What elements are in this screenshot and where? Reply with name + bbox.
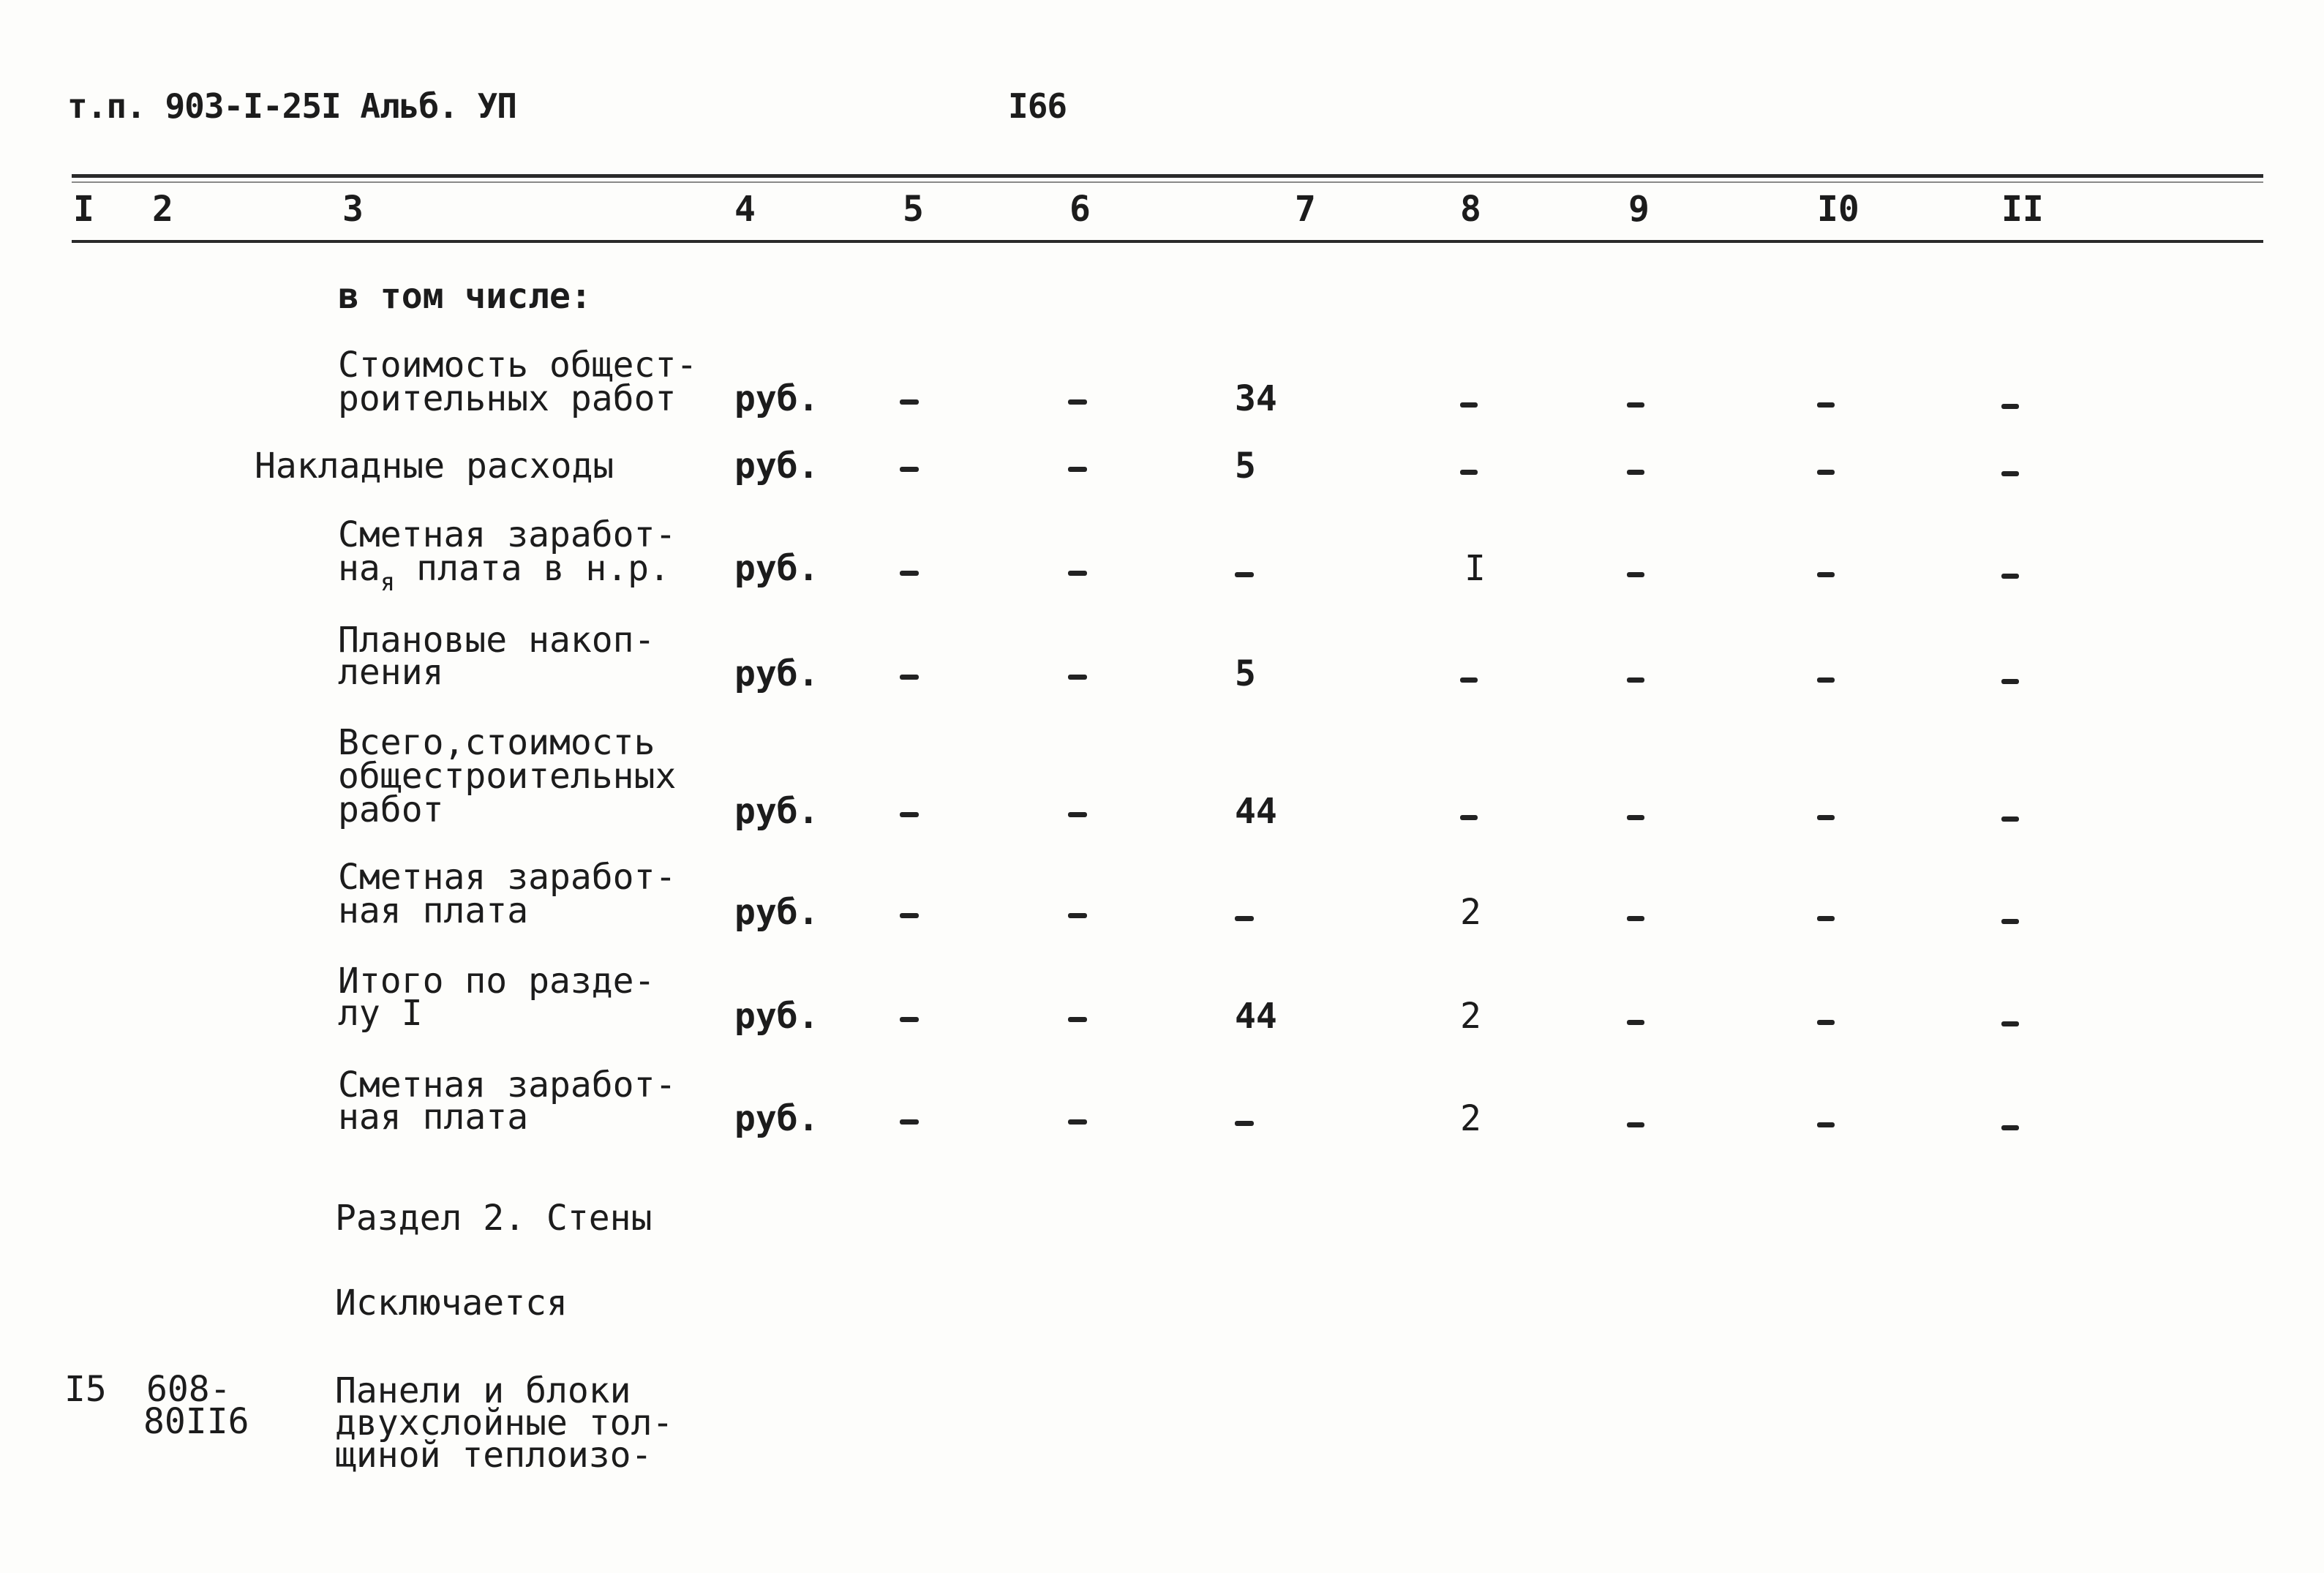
dash-cell — [1627, 916, 1644, 921]
dash-cell — [1460, 402, 1478, 408]
page-number: I66 — [1008, 86, 1067, 126]
dash-cell — [1235, 916, 1254, 921]
row-name: Накладные расходы — [255, 446, 614, 487]
dash-cell — [1627, 1020, 1644, 1025]
dash-cell — [2001, 816, 2019, 822]
unit-cell: руб. — [734, 996, 819, 1037]
section-note: Исключается — [335, 1283, 568, 1324]
row-name-line: Панели и блоки — [335, 1370, 631, 1411]
dash-cell — [1627, 677, 1644, 683]
row-name-line: Сметная заработ- — [338, 1065, 677, 1105]
section-heading: Раздел 2. Стены — [335, 1198, 653, 1239]
dash-cell — [2001, 1021, 2019, 1026]
dash-cell — [1817, 916, 1835, 921]
row-name-line: роительных работ — [338, 378, 677, 419]
column-number-2: 2 — [152, 189, 173, 230]
dash-cell — [1068, 1017, 1087, 1022]
dash-cell — [1627, 470, 1644, 475]
dash-cell — [900, 1017, 919, 1022]
column-number-8: 8 — [1460, 189, 1481, 230]
dash-cell — [900, 399, 919, 405]
column-number-3: 3 — [342, 189, 364, 230]
value-col8: I — [1464, 548, 1486, 589]
dash-cell — [1627, 1122, 1644, 1127]
unit-cell: руб. — [734, 653, 819, 694]
column-number-9: 9 — [1628, 189, 1650, 230]
dash-cell — [1627, 572, 1644, 577]
item-code-line: 80II6 — [143, 1401, 249, 1442]
dash-cell — [1817, 1122, 1835, 1127]
dash-cell — [1235, 572, 1254, 577]
unit-cell: руб. — [734, 791, 819, 832]
value-col8: 2 — [1460, 996, 1481, 1037]
column-number-4: 4 — [734, 189, 756, 230]
table-top-rule — [72, 174, 2263, 178]
dash-cell — [2001, 471, 2019, 476]
value-col8: 2 — [1460, 892, 1481, 933]
dash-cell — [1460, 677, 1478, 683]
dash-cell — [1068, 675, 1087, 680]
row-name-fragment: на — [338, 548, 380, 589]
unit-cell: руб. — [734, 892, 819, 933]
row-label-including: в том числе: — [338, 276, 592, 317]
dash-cell — [2001, 919, 2019, 924]
dash-cell — [1460, 815, 1478, 820]
dash-cell — [1627, 815, 1644, 820]
item-code-line: 608- — [146, 1369, 231, 1410]
table-top-rule-thin — [72, 181, 2263, 183]
dash-cell — [1068, 812, 1087, 817]
row-name-line: Стоимость общест- — [338, 345, 698, 386]
item-number: I5 — [64, 1369, 107, 1410]
row-name-line: двухслойные тол- — [335, 1403, 674, 1444]
row-name-line: Плановые накоп- — [338, 620, 655, 661]
row-name-line: ная плата — [338, 890, 529, 931]
row-name-line: Сметная заработ- — [338, 857, 677, 898]
dash-cell — [2001, 1125, 2019, 1130]
row-name-line: Сметная заработ- — [338, 514, 677, 555]
dash-cell — [900, 913, 919, 918]
row-name-line: лу I — [338, 993, 423, 1034]
unit-cell: руб. — [734, 1098, 819, 1139]
row-name-line — [338, 550, 670, 601]
column-number-1: I — [73, 189, 94, 230]
dash-cell — [2001, 679, 2019, 684]
unit-cell: руб. — [734, 378, 819, 419]
unit-cell: руб. — [734, 548, 819, 589]
dash-cell — [1817, 1020, 1835, 1025]
value-col7: 34 — [1235, 378, 1277, 419]
row-name-fragment: плата в н.р. — [395, 548, 670, 589]
dash-cell — [2001, 574, 2019, 579]
dash-cell — [900, 675, 919, 680]
dash-cell — [1817, 677, 1835, 683]
dash-cell — [900, 1119, 919, 1125]
dash-cell — [1817, 470, 1835, 475]
dash-cell — [1817, 572, 1835, 577]
dash-cell — [1068, 913, 1087, 918]
dash-cell — [1460, 470, 1478, 475]
dash-cell — [900, 812, 919, 817]
dash-cell — [1817, 402, 1835, 408]
row-name-line: Итого по разде- — [338, 961, 655, 1002]
dash-cell — [1068, 1119, 1087, 1125]
row-name-subscript: я — [380, 568, 396, 597]
row-name-line: работ — [338, 789, 444, 830]
value-col7: 44 — [1235, 996, 1277, 1037]
dash-cell — [1627, 402, 1644, 408]
dash-cell — [1817, 815, 1835, 820]
row-name-line: общестроительных — [338, 756, 677, 797]
row-name-line: ления — [338, 652, 444, 693]
unit-cell: руб. — [734, 446, 819, 487]
value-col8: 2 — [1460, 1098, 1481, 1139]
column-number-11: II — [2001, 189, 2044, 230]
dash-cell — [900, 571, 919, 576]
dash-cell — [900, 467, 919, 472]
row-name-line: щиной теплоизо- — [335, 1435, 653, 1476]
dash-cell — [2001, 404, 2019, 409]
value-col7: 5 — [1235, 446, 1256, 487]
row-name-line: Всего,стоимость — [338, 722, 655, 763]
row-name-line: ная плата — [338, 1097, 529, 1138]
column-number-10: I0 — [1817, 189, 1859, 230]
column-number-6: 6 — [1069, 189, 1091, 230]
dash-cell — [1068, 571, 1087, 576]
value-col7: 5 — [1235, 653, 1256, 694]
column-number-5: 5 — [903, 189, 924, 230]
value-col7: 44 — [1235, 791, 1277, 832]
dash-cell — [1235, 1121, 1254, 1126]
dash-cell — [1068, 399, 1087, 405]
dash-cell — [1068, 467, 1087, 472]
column-number-7: 7 — [1295, 189, 1316, 230]
table-header-rule — [72, 240, 2263, 243]
document-code: т.п. 903-I-25I Альб. УП — [67, 86, 516, 126]
